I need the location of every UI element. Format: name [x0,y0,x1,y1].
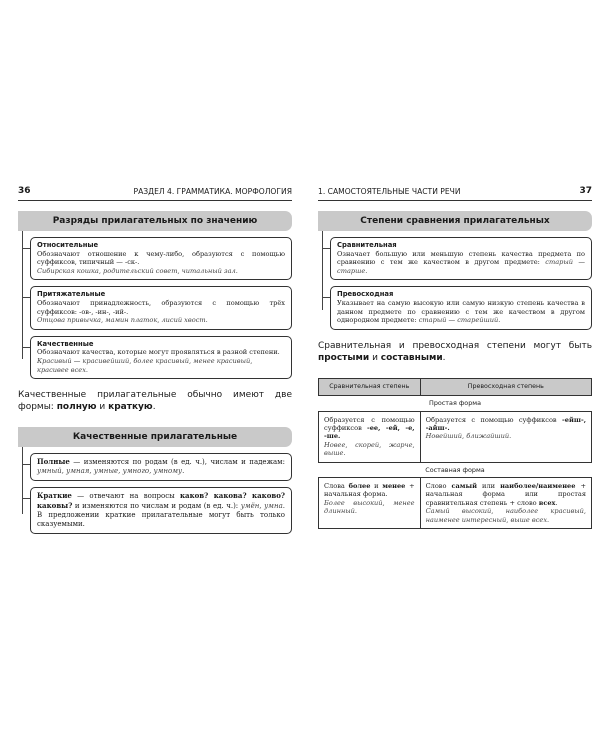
para-bold-short: краткую [108,402,153,413]
short-form-label: Краткие [37,491,72,501]
para-text: . [442,352,446,363]
table-cell [319,478,421,529]
category-box-relative [30,237,292,280]
category-text: Обозначают качества, которые могут проявляться в разной степени. [37,348,280,357]
table-subheader-row [319,396,592,411]
degree-heading: Превосходная [337,290,394,299]
table-subheader-simple: Простая форма [319,396,592,411]
table-header-comparative: Сравнительная степень [319,378,421,395]
short-form-box [30,487,292,534]
section-title-categories: Разряды прилагательных по значению [18,211,292,231]
category-example: Сибирская кошка, родительский совет, читальный зал. [37,266,238,275]
forms-paragraph [18,389,292,413]
para-text: Качественные прилагательные обычно имеют две формы: [18,390,292,413]
degree-example: старый — старше. [337,258,585,275]
cell-text: . [555,498,558,507]
degrees-table [318,378,592,529]
cell-bold: наиболее/наименее [500,482,576,490]
page-number-right: 37 [579,186,592,196]
short-form-questions: каков? какова? каково? каковы? [37,491,285,511]
cell-bold: менее [382,482,406,490]
degrees-tree [330,237,592,330]
forms-tree [30,453,292,534]
categories-tree [30,237,292,379]
short-form-text: и изменяются по числам и родам (в ед. ч.): [72,502,241,511]
degree-box-superlative [330,286,592,329]
para-bold-compound: составными [380,352,443,363]
full-form-text: — изменяются по родам (в ед. ч.), числам и падежам: [69,458,285,467]
cell-text: Слово [425,482,452,490]
para-text: и [96,402,109,413]
left-page [18,186,292,540]
para-text: . [152,402,156,413]
category-box-possessive [30,286,292,329]
cell-text: + начальная форма или простая сравнительная степень + слово [425,482,587,507]
para-text: и [369,352,381,363]
cell-text: + начальная форма. [324,482,415,499]
cell-bold: самый [451,482,478,490]
short-form-text: — отвечают на вопросы [71,492,180,501]
category-heading: Качественные [37,339,94,348]
category-heading: Относительные [37,241,99,249]
degree-heading: Сравнительная [337,241,397,249]
category-text: Обозначают отношение к чему-либо, образуются с помощью суффиксов, типичный — -ск-. [37,249,285,267]
section-title-degrees: Степени сравнения прилагательных [318,211,592,231]
para-text: Сравнительная и превосходная степени могут быть [318,340,592,351]
table-header-row [319,378,592,395]
full-form-box [30,453,292,481]
category-box-qualitative [30,336,292,379]
degree-box-comparative [330,237,592,280]
full-form-label: Полные [37,457,70,467]
degree-example: старый — старейший. [418,316,501,325]
cell-example: Самый высокий, наиболее красивый, наименее интересный, выше всех. [425,507,586,524]
table-subheader-row [319,462,592,477]
running-head-text-right: 1. САМОСТОЯТЕЛЬНЫЕ ЧАСТИ РЕЧИ [318,187,461,196]
category-example: Красивый — красивейший, более красивый, менее красивый, красивее всех. [37,356,253,374]
cell-bold: -ейш-, -айш-. [425,415,586,432]
cell-text: Образуется с помощью суффиксов [324,415,415,432]
section-title-qualitative: Качественные прилагательные [18,427,292,447]
table-cell [420,478,591,529]
cell-text: Образуется с помощью суффиксов [425,415,563,424]
degrees-paragraph [318,340,592,364]
cell-text: или [477,482,501,490]
short-form-text: В предложении краткие прилагательные могут быть только сказуемыми. [37,511,285,529]
table-header-superlative: Превосходная степень [420,378,591,395]
running-head-right [318,186,592,201]
table-subheader-compound: Составная форма [319,462,592,477]
cell-example: Новее, скорей, жарче, выше. [324,440,415,458]
table-cell [319,411,421,462]
page-number-left: 36 [18,186,31,196]
cell-example: Новейший, ближайший. [425,432,512,441]
short-form-example: умён, умна. [240,502,285,511]
para-bold-full: полную [56,402,97,413]
degree-text: Означает большую или меньшую степень качества предмета по сравнению с тем же качеством в другом предмете: [337,249,585,267]
cell-text: и [370,482,383,490]
cell-bold: всех [538,498,556,507]
category-example: Отцова привычка, мамин платок, лисий хвост. [37,316,208,325]
table-row [319,411,592,462]
cell-bold: более [348,482,371,490]
running-head-text-left: РАЗДЕЛ 4. ГРАММАТИКА. МОРФОЛОГИЯ [133,187,292,196]
table-row [319,478,592,529]
cell-example: Более высокий, менее длинный. [324,498,415,516]
running-head-left [18,186,292,201]
table-cell [420,411,591,462]
cell-bold: -ее, -ей, -е, -ше. [324,423,415,441]
category-heading: Притяжательные [37,290,106,299]
right-page [318,186,592,529]
cell-text: Слова [324,482,349,490]
para-bold-simple: простыми [318,352,370,363]
category-text: Обозначают принадлежность, образуются с помощью трёх суффиксов: -ов-, -ин-, -ий-. [37,298,285,316]
full-form-example: умный, умная, умные, умного, умному. [37,467,185,476]
degree-text: Указывает на самую высокую или самую низкую степень качества в данном предмете по сравнению с тем же качеством в другом однородном предмете: [337,298,585,325]
